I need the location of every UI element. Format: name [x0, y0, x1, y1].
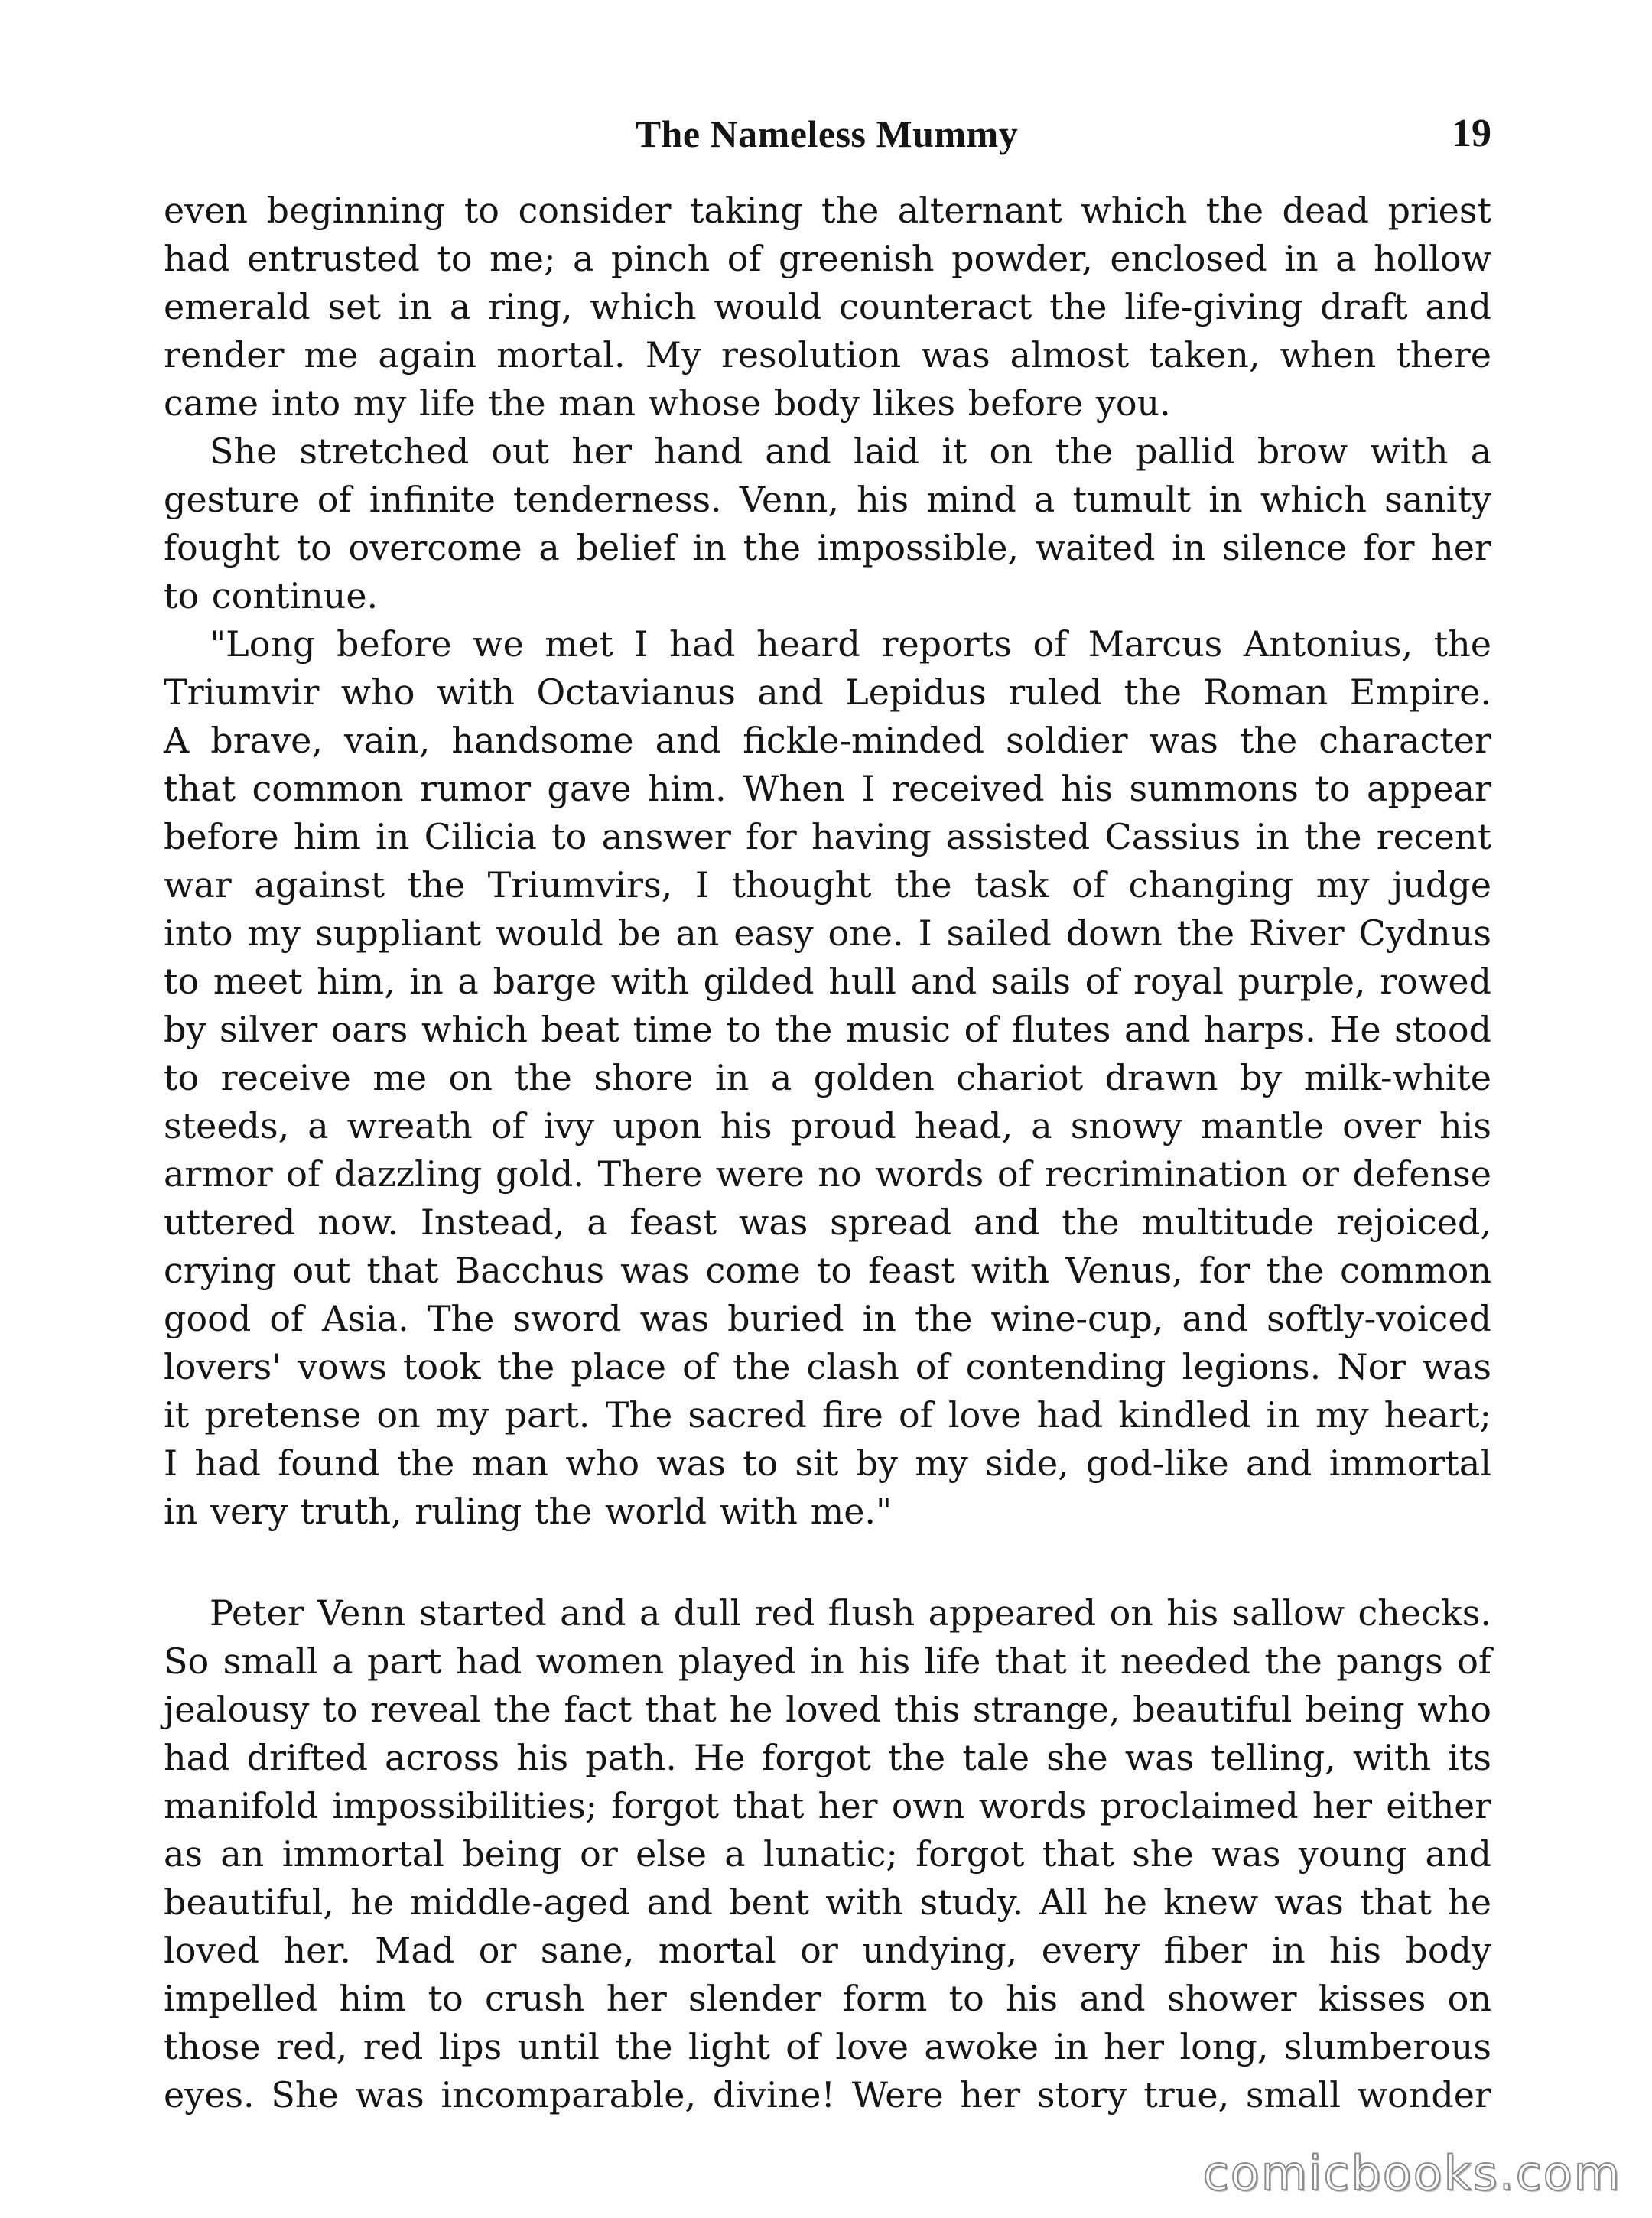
text-line: She stretched out her hand and laid it on the pallid brow with a — [210, 431, 1491, 472]
text-line: render me again mortal. My resolution was almost taken, when there — [164, 334, 1491, 376]
text-line: manifold impossibilities; forgot that her own words proclaimed her either — [164, 1786, 1491, 1826]
text-line: war against the Triumvirs, I thought the task of changing my judge — [164, 864, 1491, 906]
text-line: beautiful, he middle-aged and bent with study. All he knew was that he — [164, 1881, 1491, 1923]
text-line: to receive me on the shore in a golden chariot drawn by milk-white — [164, 1057, 1491, 1098]
running-head — [162, 109, 1491, 162]
text-line: impelled him to crush her slender form to his and shower kisses on — [164, 1978, 1491, 2019]
text-line: before him in Cilicia to answer for having assisted Cassius in the recent — [164, 816, 1491, 857]
paragraph-quoted — [164, 620, 1491, 1536]
text-line: eyes. She was incomparable, divine! Were her story true, small wonder — [164, 2074, 1491, 2116]
page-number: 19 — [1452, 112, 1491, 155]
text-line: came into my life the man whose body likes before you. — [164, 382, 1171, 424]
text-line: loved her. Mad or sane, mortal or undying, every fiber in his body — [164, 1930, 1491, 1971]
text-line: even beginning to consider taking the alternant which the dead priest — [164, 190, 1491, 231]
text-line: A brave, vain, handsome and fickle-minded soldier was the character — [164, 720, 1491, 761]
text-line: by silver oars which beat time to the music of flutes and harps. He stood — [164, 1009, 1491, 1050]
paragraph — [164, 1589, 1491, 2119]
text-line: Peter Venn started and a dull red flush appeared on his sallow checks. — [210, 1592, 1491, 1634]
text-line: armor of dazzling gold. There were no words of recrimination or defense — [164, 1153, 1491, 1195]
text-line: good of Asia. The sword was buried in the wine-cup, and softly-voiced — [164, 1298, 1491, 1339]
text-line: lovers' vows took the place of the clash of contending legions. Nor was — [164, 1346, 1491, 1387]
text-line: to meet him, in a barge with gilded hull and sails of royal purple, rowed — [164, 961, 1491, 1002]
text-line: steeds, a wreath of ivy upon his proud head, a snowy mantle over his — [164, 1105, 1491, 1146]
text-line: I had found the man who was to sit by my side, god-like and immortal — [164, 1442, 1491, 1484]
text-line: had entrusted to me; a pinch of greenish powder, enclosed in a hollow — [164, 238, 1491, 279]
text-line: "Long before we met I had heard reports of Marcus Antonius, the — [210, 623, 1491, 665]
text-line: uttered now. Instead, a feast was spread and the multitude rejoiced, — [164, 1202, 1491, 1243]
text-line: gesture of infinite tenderness. Venn, his mind a tumult in which sanity — [164, 479, 1491, 520]
paragraph-continuation — [164, 187, 1491, 428]
body-text — [164, 187, 1491, 2119]
watermark-logo: comicbooks.com — [1202, 2145, 1621, 2201]
running-title: The Nameless Mummy — [635, 112, 1019, 155]
text-line: So small a part had women played in his life that it needed the pangs of — [164, 1641, 1491, 1682]
text-line: emerald set in a ring, which would counteract the life-giving draft and — [164, 286, 1491, 327]
text-line: crying out that Bacchus was come to feast with Venus, for the common — [164, 1250, 1491, 1291]
text-line: that common rumor gave him. When I received his summons to appear — [164, 768, 1491, 809]
text-line: to continue. — [164, 575, 379, 616]
text-line: in very truth, ruling the world with me." — [164, 1491, 893, 1532]
text-line: had drifted across his path. He forgot the tale she was telling, with its — [164, 1737, 1491, 1778]
section-break — [164, 1536, 1491, 1589]
paragraph — [164, 428, 1491, 620]
text-line: jealousy to reveal the fact that he loved this strange, beautiful being who — [164, 1689, 1491, 1730]
text-line: those red, red lips until the light of love awoke in her long, slumberous — [164, 2026, 1491, 2067]
text-line: into my suppliant would be an easy one. I sailed down the River Cydnus — [164, 912, 1491, 954]
text-line: as an immortal being or else a lunatic; forgot that she was young and — [164, 1833, 1491, 1875]
text-line: fought to overcome a belief in the impossible, waited in silence for her — [164, 527, 1491, 568]
text-line: it pretense on my part. The sacred fire of love had kindled in my heart; — [164, 1394, 1491, 1436]
text-line: Triumvir who with Octavianus and Lepidus ruled the Roman Empire. — [164, 672, 1491, 713]
